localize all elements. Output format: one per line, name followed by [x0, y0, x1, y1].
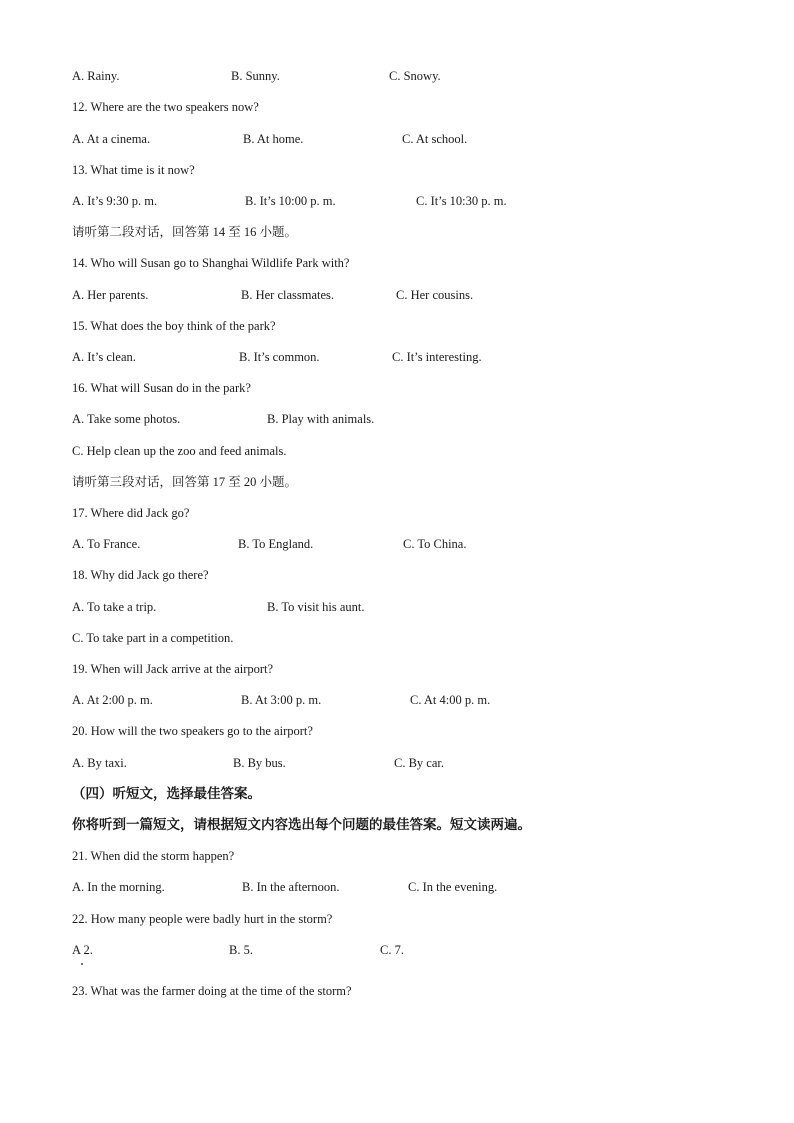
option-b: B. It’s 10:00 p. m.	[245, 194, 336, 208]
option-b: B. At home.	[243, 132, 304, 146]
question-18: 18. Why did Jack go there?	[72, 568, 209, 582]
option-c: C. It’s 10:30 p. m.	[416, 194, 507, 208]
option-c: C. Her cousins.	[396, 288, 474, 302]
option-a: A. At a cinema.	[72, 132, 151, 146]
section-heading-4: （四）听短文，选择最佳答案。	[72, 786, 261, 801]
question-20: 20. How will the two speakers go to the airport?	[72, 724, 313, 738]
question-12: 12. Where are the two speakers now?	[72, 100, 259, 114]
question-19: 19. When will Jack arrive at the airport?	[72, 662, 274, 676]
option-c: C. In the evening.	[408, 880, 498, 894]
section-instruction-2: 请听第二段对话，回答第 14 至 16 小题。	[72, 225, 298, 239]
question-14: 14. Who will Susan go to Shanghai Wildlife Park with?	[72, 256, 350, 270]
option-a: A 2.	[72, 943, 93, 957]
option-a: A. In the morning.	[72, 880, 165, 894]
option-c: C. At school.	[402, 132, 468, 146]
option-c: C. To China.	[403, 537, 467, 551]
option-a: A. Rainy.	[72, 69, 120, 83]
option-b: B. It’s common.	[239, 350, 320, 364]
option-a: A. To take a trip.	[72, 600, 157, 614]
option-b: B. Sunny.	[231, 69, 280, 83]
option-c: C. At 4:00 p. m.	[410, 693, 491, 707]
option-c-q18: C. To take part in a competition.	[72, 631, 234, 645]
option-b: B. 5.	[229, 943, 253, 957]
option-a: A. At 2:00 p. m.	[72, 693, 153, 707]
question-16: 16. What will Susan do in the park?	[72, 381, 251, 395]
option-c: C. By car.	[394, 756, 444, 770]
stray-dot	[81, 963, 83, 965]
option-b: B. By bus.	[233, 756, 286, 770]
option-b: B. To visit his aunt.	[267, 600, 365, 614]
question-21: 21. When did the storm happen?	[72, 849, 235, 863]
question-22: 22. How many people were badly hurt in the storm?	[72, 912, 333, 926]
option-a: A. By taxi.	[72, 756, 127, 770]
option-a: A. Her parents.	[72, 288, 149, 302]
question-23: 23. What was the farmer doing at the time of the storm?	[72, 984, 352, 998]
option-c: C. Snowy.	[389, 69, 441, 83]
option-c: C. 7.	[380, 943, 404, 957]
section-instruction-3: 请听第三段对话，回答第 17 至 20 小题。	[72, 475, 298, 489]
section-instruction-4: 你将听到一篇短文，请根据短文内容选出每个问题的最佳答案。短文读两遍。	[72, 817, 531, 832]
option-b: B. In the afternoon.	[242, 880, 340, 894]
option-b: B. To England.	[238, 537, 314, 551]
question-17: 17. Where did Jack go?	[72, 506, 190, 520]
option-b: B. Her classmates.	[241, 288, 335, 302]
option-a: A. It’s 9:30 p. m.	[72, 194, 158, 208]
option-b: B. Play with animals.	[267, 412, 375, 426]
option-a: A. It’s clean.	[72, 350, 136, 364]
question-15: 15. What does the boy think of the park?	[72, 319, 276, 333]
option-b: B. At 3:00 p. m.	[241, 693, 322, 707]
option-c-q16: C. Help clean up the zoo and feed animals.	[72, 444, 287, 458]
option-a: A. Take some photos.	[72, 412, 181, 426]
question-13: 13. What time is it now?	[72, 163, 195, 177]
option-c: C. It’s interesting.	[392, 350, 482, 364]
option-a: A. To France.	[72, 537, 141, 551]
